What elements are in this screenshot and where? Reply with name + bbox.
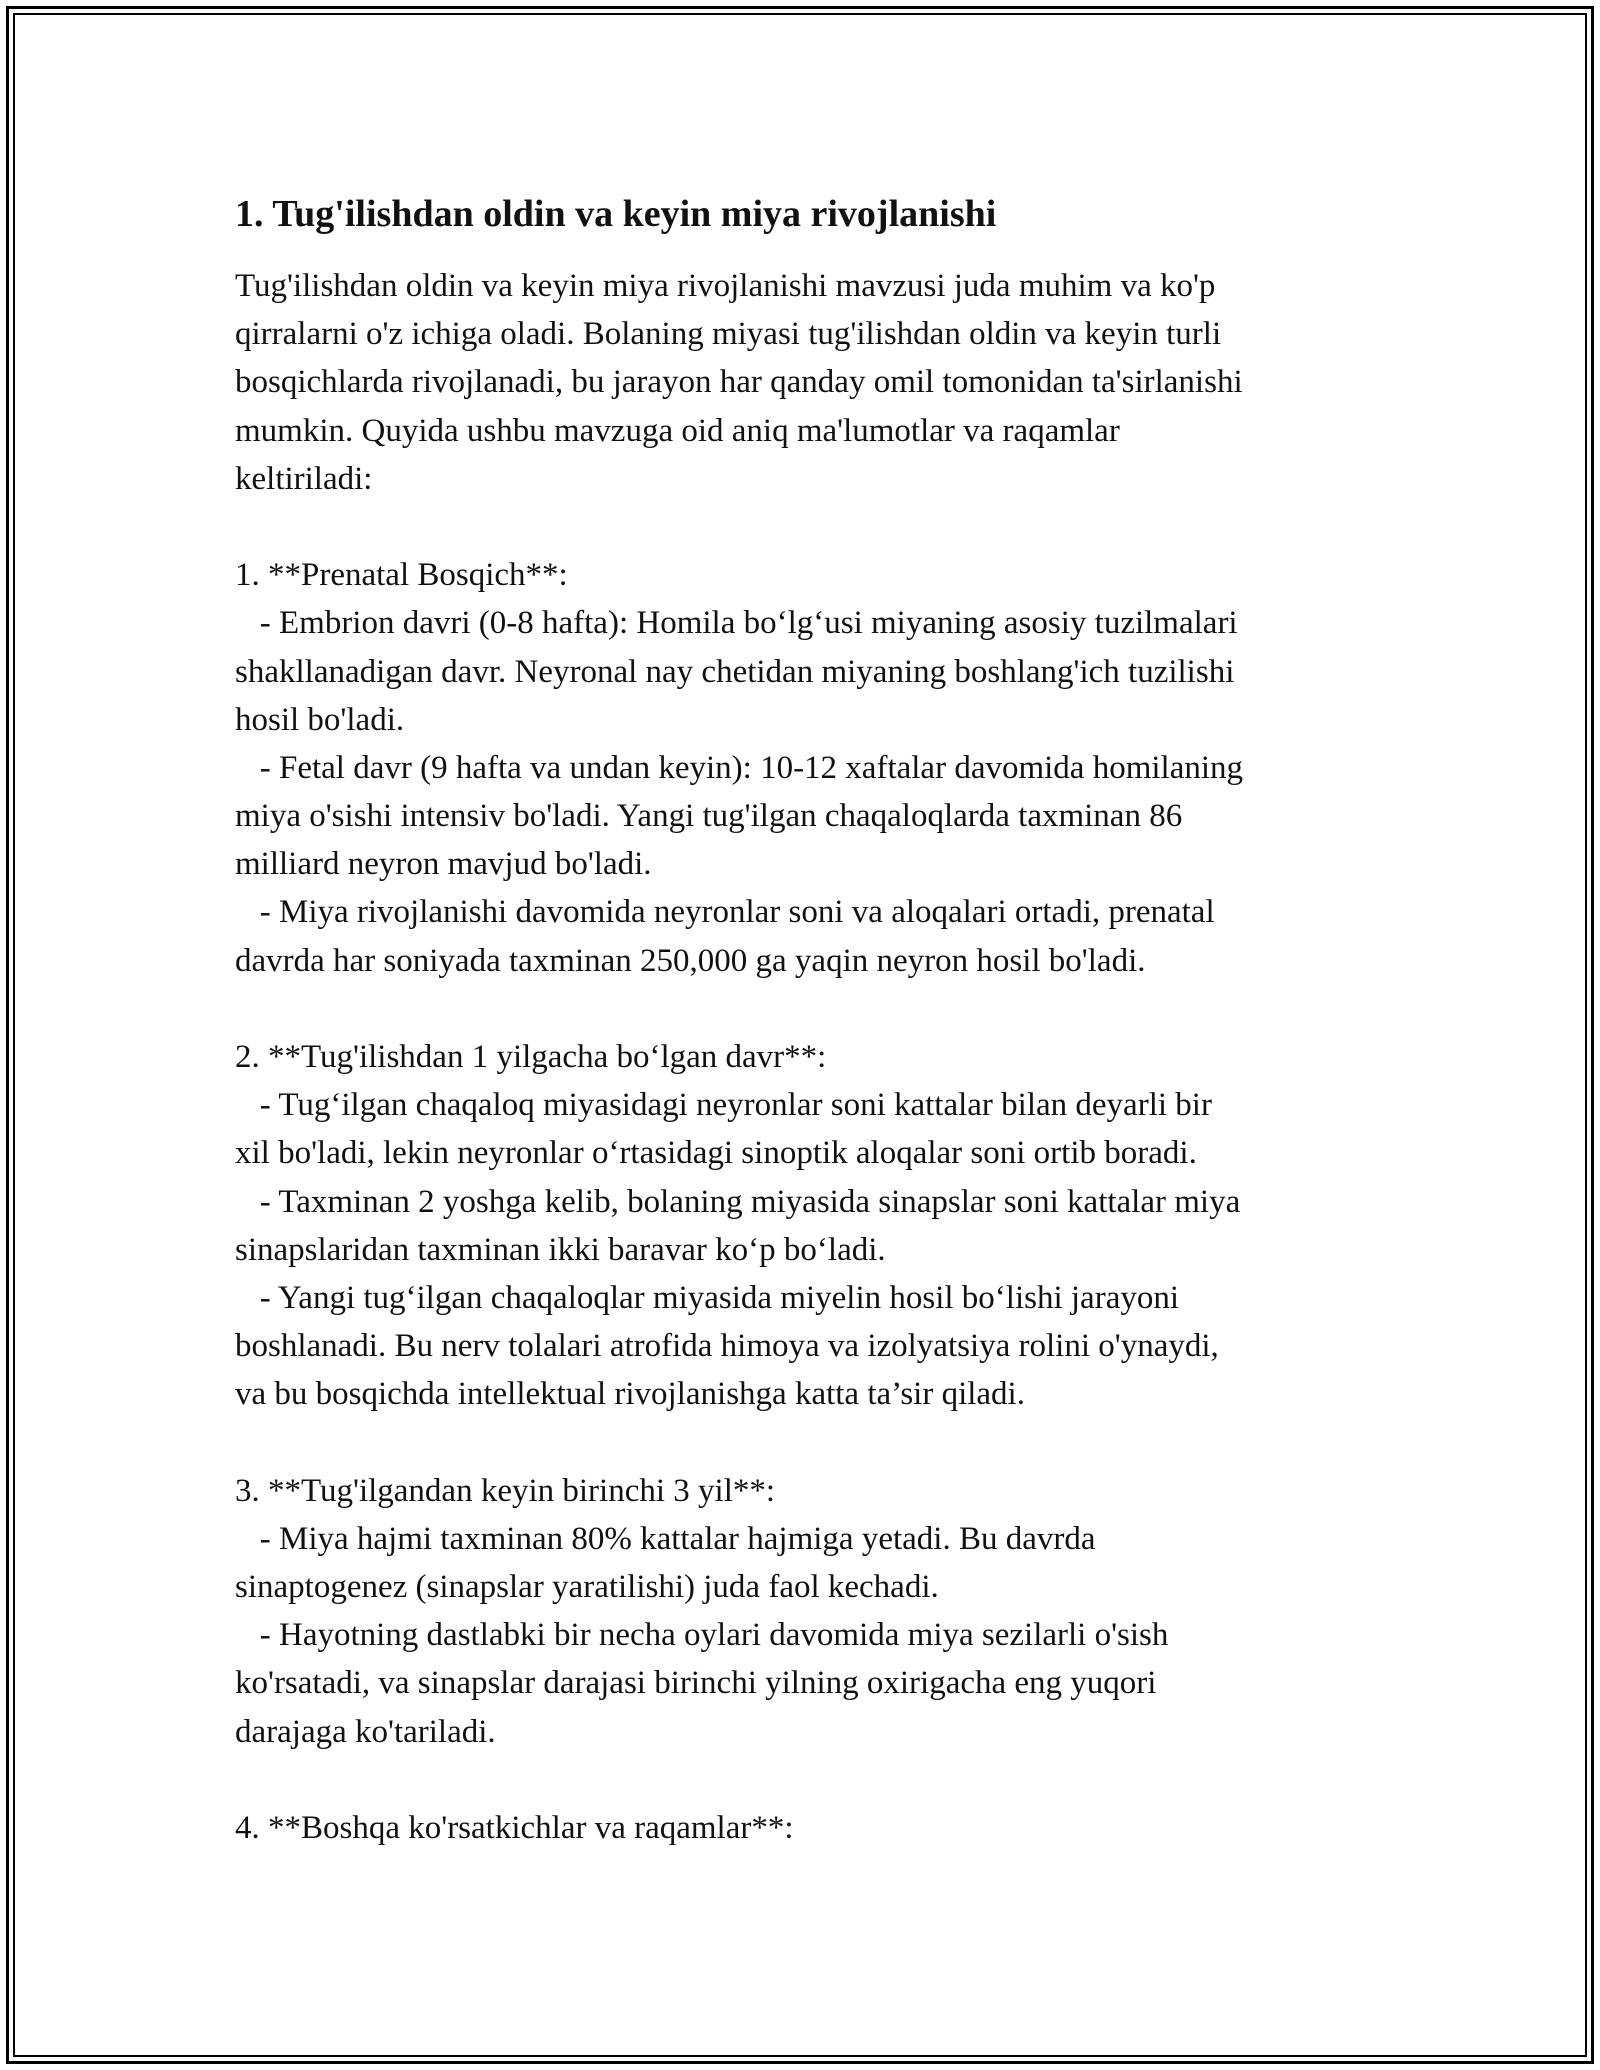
text-line: xil bo'ladi, lekin neyronlar o‘rtasidagi sinoptik aloqalar soni ortib boradi. [235, 1135, 1197, 1172]
blank-line [235, 985, 1365, 1033]
text-line: mumkin. Quyida ushbu mavzuga oid aniq ma'lumotlar va raqamlar [235, 412, 1120, 449]
text-line: miya o'sishi intensiv bo'ladi. Yangi tug'ilgan chaqaloqlarda taxminan 86 [235, 798, 1183, 835]
text-line: darajaga ko'tariladi. [235, 1713, 496, 1750]
text-line: bosqichlarda rivojlanadi, bu jarayon har qanday omil tomonidan ta'sirlanishi [235, 364, 1243, 401]
text-line: - Miya rivojlanishi davomida neyronlar soni va aloqalari ortadi, prenatal [235, 894, 1215, 931]
text-line: qirralarni o'z ichiga oladi. Bolaning miyasi tug'ilishdan oldin va keyin turli [235, 316, 1222, 353]
text-line: - Fetal davr (9 hafta va undan keyin): 10-12 xaftalar davomida homilaning [235, 749, 1244, 786]
text-line: milliard neyron mavjud bo'ladi. [235, 846, 652, 883]
text-line: sinapslaridan taxminan ikki baravar ko‘p bo‘ladi. [235, 1231, 886, 1268]
text-line: shakllanadigan davr. Neyronal nay chetidan miyaning boshlang'ich tuzilishi [235, 653, 1235, 690]
text-line: - Miya hajmi taxminan 80% kattalar hajmiga yetadi. Bu davrda [235, 1520, 1096, 1557]
blank-line [235, 503, 1365, 551]
text-line: - Tug‘ilgan chaqaloq miyasidagi neyronlar soni kattalar bilan deyarli bir [235, 1087, 1212, 1124]
section-heading: 1. Tug'ilishdan oldin va keyin miya rivojlanishi [235, 193, 997, 235]
text-line: 2. **Tug'ilishdan 1 yilgacha bo‘lgan davr**: [235, 1039, 827, 1075]
text-line: ko'rsatadi, va sinapslar darajasi birinchi yilning oxirigacha eng yuqori [235, 1665, 1157, 1702]
text-line: davrda har soniyada taxminan 250,000 ga yaqin neyron hosil bo'ladi. [235, 942, 1146, 979]
text-line: - Taxminan 2 yoshga kelib, bolaning miyasida sinapslar soni kattalar miya [235, 1183, 1241, 1220]
text-line: 3. **Tug'ilgandan keyin birinchi 3 yil**: [235, 1472, 776, 1509]
text-line: Tug'ilishdan oldin va keyin miya rivojlanishi mavzusi juda muhim va ko'p [235, 268, 1216, 304]
text-line: - Embrion davri (0-8 hafta): Homila bo‘lg‘usi miyaning asosiy tuzilmalari [235, 605, 1238, 642]
text-line: boshlanadi. Bu nerv tolalari atrofida himoya va izolyatsiya rolini o'ynaydi, [235, 1328, 1219, 1365]
text-lines [235, 262, 1365, 1852]
blank-line [235, 1756, 1365, 1804]
text-line: keltiriladi: [235, 460, 373, 497]
document-body [235, 190, 1365, 1852]
text-line: sinaptogenez (sinapslar yaratilishi) juda faol kechadi. [235, 1569, 939, 1606]
text-line: - Yangi tug‘ilgan chaqaloqlar miyasida miyelin hosil bo‘lishi jarayoni [235, 1279, 1180, 1316]
text-line: hosil bo'ladi. [235, 701, 405, 738]
blank-line [235, 1419, 1365, 1467]
text-line: - Hayotning dastlabki bir necha oylari davomida miya sezilarli o'sish [235, 1617, 1169, 1654]
text-line: 4. **Boshqa ko'rsatkichlar va raqamlar**: [235, 1810, 794, 1846]
text-line: 1. **Prenatal Bosqich**: [235, 557, 568, 594]
text-line: va bu bosqichda intellektual rivojlanishga katta ta’sir qiladi. [235, 1376, 1025, 1413]
